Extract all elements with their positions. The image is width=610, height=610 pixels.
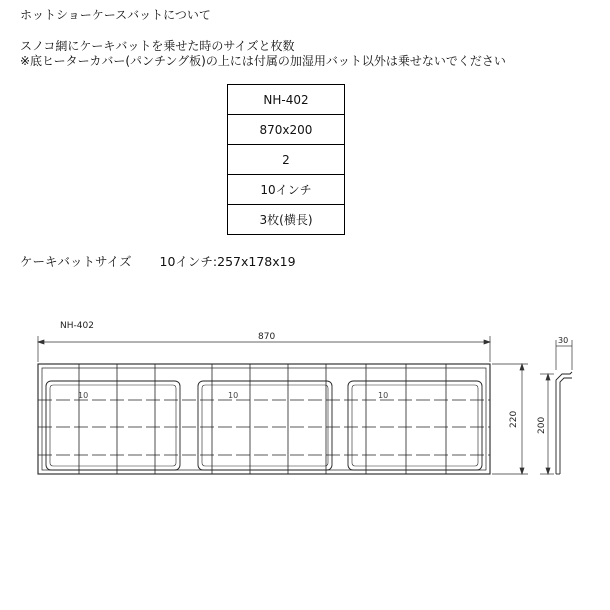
tray-label: 10 [78,391,89,400]
side-width-dim-label: 30 [558,336,569,345]
grid-horizontals [38,400,490,455]
spec-cell: 870x200 [228,115,345,145]
tray-label: 10 [378,391,389,400]
spec-cell: 2 [228,145,345,175]
tray-label: 10 [228,391,239,400]
cake-tray-label: ケーキバットサイズ [20,254,132,269]
note-line-2: ※底ヒーターカバー(パンチング板)の上には付属の加湿用バット以外は乗せないでください [20,54,506,68]
spec-cell: 3枚(横長) [228,205,345,235]
spec-cell: NH-402 [228,85,345,115]
rack-frame [38,364,490,474]
drawing-model-label: NH-402 [60,321,94,331]
grid-verticals [79,364,446,474]
height-dim-label: 220 [509,410,519,428]
note-line-1: スノコ網にケーキバットを乗せた時のサイズと枚数 [20,39,295,53]
inner-height-dim-label: 200 [537,416,547,434]
spec-cell: 10インチ [228,175,345,205]
cake-tray-value: 10インチ:257x178x19 [159,254,296,269]
page-title: ホットショーケースバットについて [20,8,211,22]
side-view [556,372,572,474]
tray-outlines [46,381,482,470]
width-dim-label: 870 [258,332,276,342]
